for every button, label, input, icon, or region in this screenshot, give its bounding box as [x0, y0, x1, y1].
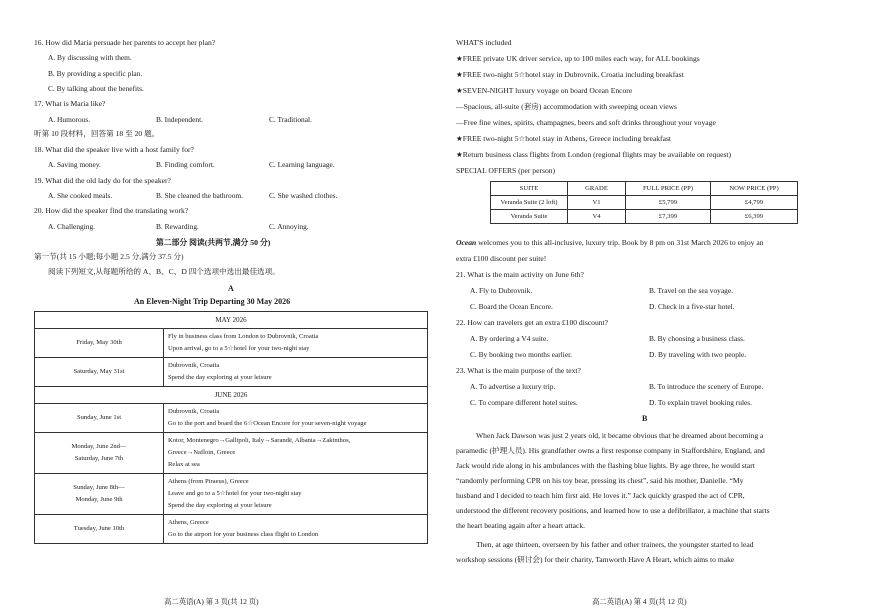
q22-stem: 22. How can travelers get an extra £100 discount? [456, 318, 609, 327]
q23-option-c: C. To compare different hotel suites. [470, 398, 578, 407]
q21-option-a: A. Fly to Dubrovnik. [470, 286, 533, 295]
para1-line: “randomly performing CPR on his toy bear, pressing its chest”, said his mother, Danielle. “My [456, 476, 744, 485]
schedule-row [35, 433, 428, 474]
q23-stem: 23. What is the main purpose of the text? [456, 366, 581, 375]
schedule-row [35, 515, 428, 544]
schedule-day: Friday, May 30th [35, 329, 164, 358]
offer-cell: V1 [568, 196, 626, 210]
section1-heading: 第一节(共 15 小题;每小题 2.5 分,满分 37.5 分) [34, 252, 184, 261]
offer-cell: £7,399 [626, 210, 711, 224]
included-item: ★Return business class flights from London (regional flights may be available on request) [456, 150, 732, 159]
q22-option-d: D. By traveling with two people. [649, 350, 747, 359]
left-footer: 高二英语(A) 第 3 页(共 12 页) [164, 597, 259, 606]
offer-col-header: SUITE [491, 182, 568, 196]
q16-option-c: C. By talking about the benefits. [48, 84, 144, 93]
schedule-detail: Athens (from Piraeus), Greece Leave and go to a 5☆hotel for your two-night stay Spend the day exploring at your leisure [164, 474, 428, 515]
schedule-row [35, 329, 428, 358]
passage-a-title: An Eleven-Night Trip Departing 30 May 2026 [134, 297, 291, 306]
schedule-detail: Kotor, Montenegro→Gallipoli, Italy→Sarandë, Albania→Zakinthos, Greece→Nafloin, Greece Relax at sea [164, 433, 428, 474]
q20-option-b: B. Rewarding. [156, 222, 199, 231]
schedule-day: Tuesday, June 10th [35, 515, 164, 544]
special-offers-table [490, 181, 798, 224]
schedule-row [35, 404, 428, 433]
q17-option-b: B. Independent. [156, 115, 203, 124]
offer-row [491, 210, 798, 224]
ocean-discount-line: extra £100 discount per suite! [456, 254, 547, 263]
para1-line: Jack would ride along in his ambulances with the flashing blue lights. By age three, he would start [456, 461, 755, 470]
q18-option-c: C. Learning language. [269, 160, 335, 169]
q19-stem: 19. What did the old lady do for the speaker? [34, 176, 171, 185]
month-header-may: MAY 2026 [35, 312, 428, 329]
offer-cell: £6,399 [711, 210, 798, 224]
para1-line: the heart beating again after a heart attack. [456, 521, 586, 530]
offer-cell: £4,799 [711, 196, 798, 210]
included-item: ★SEVEN-NIGHT luxury voyage on board Ocean Encore [456, 86, 633, 95]
q21-option-c: C. Board the Ocean Encore. [470, 302, 553, 311]
q16-option-a: A. By discussing with them. [48, 53, 132, 62]
schedule-detail: Dubrovnik, Croatia Spend the day exploring at your leisure [164, 358, 428, 387]
schedule-day: Sunday, June 8th— Monday, June 9th [35, 474, 164, 515]
q23-option-b: B. To introduce the scenery of Europe. [649, 382, 764, 391]
q20-stem: 20. How did the speaker find the translating work? [34, 206, 189, 215]
included-item: ★FREE private UK driver service, up to 100 miles each way, for ALL bookings [456, 54, 700, 63]
q21-stem: 21. What is the main activity on June 6th? [456, 270, 584, 279]
ocean-welcome-line: Ocean welcomes you to this all-inclusive, luxury trip. Book by 8 pm on 31st March 2026 to enjoy an [456, 238, 764, 247]
para1-line: paramedic (护理人员). His grandfather owns a first response company in Staffordshire, England, and [456, 446, 765, 455]
offer-header-row [491, 182, 798, 196]
schedule-row [35, 358, 428, 387]
para2-line: workshop sessions (研讨会) for their charity, Tamworth Have A Heart, which aims to make [456, 555, 735, 564]
q18-option-b: B. Finding comfort. [156, 160, 215, 169]
q23-option-d: D. To explain travel booking rules. [649, 398, 752, 407]
schedule-detail: Dubrovnik, Croatia Go to the port and board the 6☆Ocean Encore for your seven-night voyage [164, 404, 428, 433]
right-footer: 高二英语(A) 第 4 页(共 12 页) [592, 597, 687, 606]
ocean-brand: Ocean [456, 238, 477, 247]
offer-col-header: NOW PRICE (PP) [711, 182, 798, 196]
offer-col-header: FULL PRICE (PP) [626, 182, 711, 196]
passage-b-letter: B [642, 414, 648, 423]
reading-instruction: 阅读下列短文,从每题所给的 A、B、C、D 四个选项中选出最佳选项。 [48, 267, 280, 276]
included-item: —Spacious, all-suite (套房) accommodation with sweeping ocean views [456, 102, 678, 111]
month-header-june: JUNE 2026 [35, 387, 428, 404]
schedule-detail: Fly in business class from London to Dubrovnik, Croatia Upon arrival, go to a 5☆hotel for your two-night stay [164, 329, 428, 358]
para1-line: husband and I decided to teach him first aid. He loves it.” Jack quickly grasped the act of CPR, [456, 491, 745, 500]
offer-cell: Veranda Suite (2 loft) [491, 196, 568, 210]
schedule-day: Monday, June 2nd— Saturday, June 7th [35, 433, 164, 474]
q20-option-c: C. Annoying. [269, 222, 309, 231]
q17-option-c: C. Traditional. [269, 115, 312, 124]
q23-option-a: A. To advertise a luxury trip. [470, 382, 556, 391]
para1-line: understood the different recovery positions, and learned how to use a defibrillator, a machine that starts [456, 506, 770, 515]
q20-option-a: A. Challenging. [48, 222, 96, 231]
para2-line: Then, at age thirteen, overseen by his father and other trainers, the youngster started to lead [476, 540, 754, 549]
para1-line: When Jack Dawson was just 2 years old, it became obvious that he dreamed about becoming a [476, 431, 764, 440]
trip-schedule-table [34, 311, 428, 544]
schedule-day: Saturday, May 31st [35, 358, 164, 387]
q17-stem: 17. What is Maria like? [34, 99, 106, 108]
schedule-day: Sunday, June 1st [35, 404, 164, 433]
q16-stem: 16. How did Maria persuade her parents to accept her plan? [34, 38, 216, 47]
included-item: ★FREE two-night 5☆hotel stay in Dubrovnik, Croatia including breakfast [456, 70, 684, 79]
q22-option-a: A. By ordering a V4 suite. [470, 334, 549, 343]
q18-stem: 18. What did the speaker live with a host family for? [34, 145, 194, 154]
q17-option-a: A. Humorous. [48, 115, 91, 124]
included-item: —Free fine wines, spirits, champagnes, beers and soft drinks throughout your voyage [456, 118, 716, 127]
offer-cell: Veranda Suite [491, 210, 568, 224]
special-offers-title: SPECIAL OFFERS (per person) [456, 166, 556, 175]
part2-title: 第二部分 阅读(共两节,满分 50 分) [156, 238, 271, 247]
q19-option-a: A. She cooked meals. [48, 191, 113, 200]
q22-option-c: C. By booking two months earlier. [470, 350, 573, 359]
q22-option-b: B. By choosing a business class. [649, 334, 745, 343]
q18-option-a: A. Saving money. [48, 160, 101, 169]
included-item: ★FREE two-night 5☆hotel stay in Athens, Greece including breakfast [456, 134, 672, 143]
q19-option-b: B. She cleaned the bathroom. [156, 191, 244, 200]
offer-cell: V4 [568, 210, 626, 224]
passage-a-letter: A [228, 284, 234, 293]
q21-option-d: D. Check in a five-star hotel. [649, 302, 735, 311]
included-title: WHAT'S included [456, 38, 512, 47]
q16-option-b: B. By providing a specific plan. [48, 69, 143, 78]
offer-cell: £5,799 [626, 196, 711, 210]
schedule-detail: Athens, Greece Go to the airport for your business class flight to London [164, 515, 428, 544]
schedule-row [35, 474, 428, 515]
q21-option-b: B. Travel on the sea voyage. [649, 286, 733, 295]
material-note: 听第 10 段材料，回答第 18 至 20 题。 [34, 129, 160, 138]
offer-col-header: GRADE [568, 182, 626, 196]
q19-option-c: C. She washed clothes. [269, 191, 338, 200]
offer-row [491, 196, 798, 210]
